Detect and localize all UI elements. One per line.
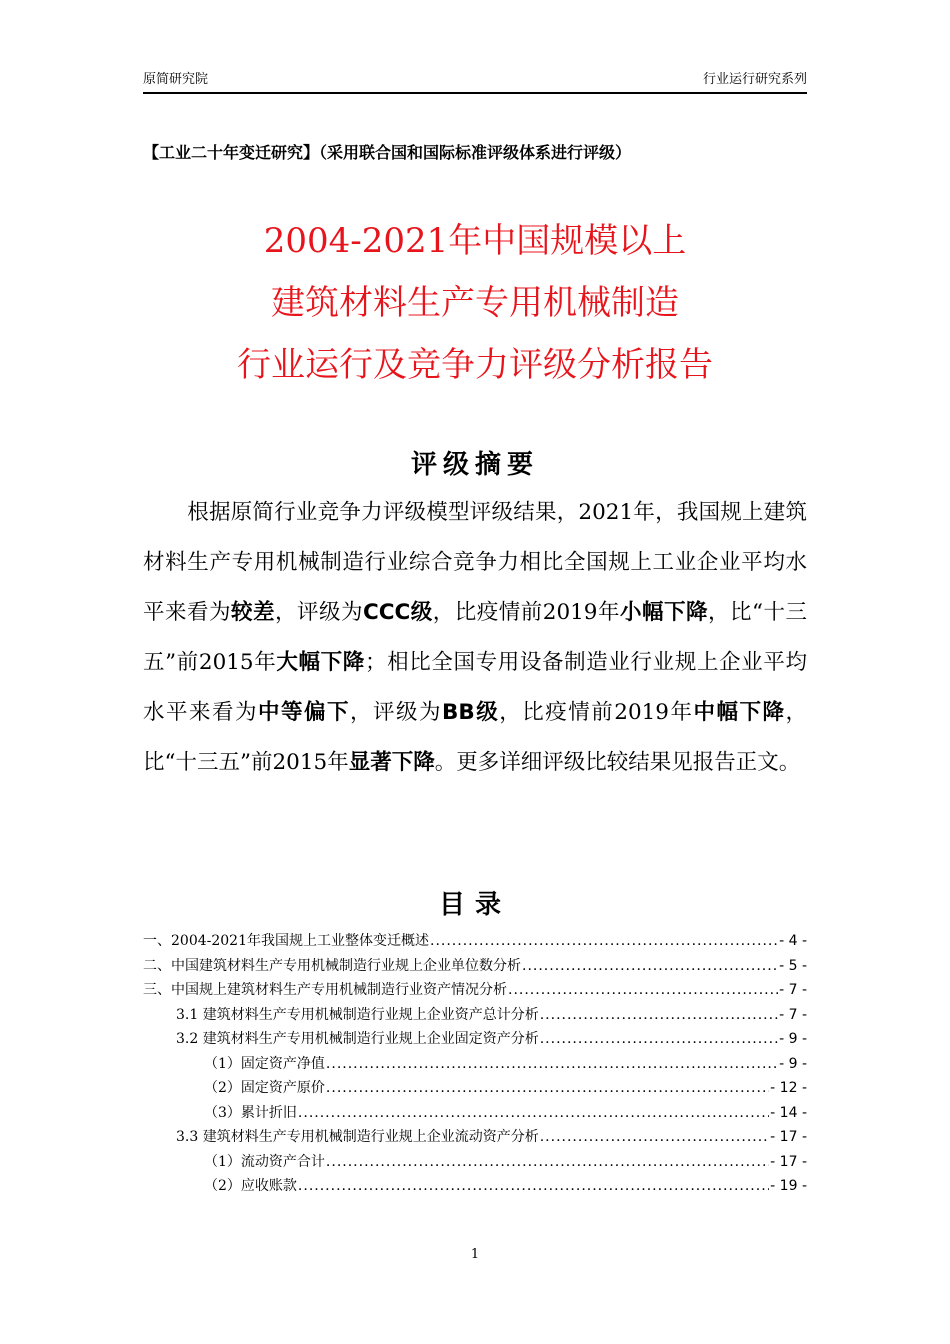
toc-entry-label[interactable]: （3）累计折旧 xyxy=(204,1104,297,1121)
toc-entry[interactable] xyxy=(143,1175,807,1200)
summary-text: ，评级为 xyxy=(274,600,363,625)
toc-page-number: - 9 - xyxy=(779,1031,807,1047)
page-header xyxy=(143,66,807,94)
toc-entry[interactable] xyxy=(143,1053,807,1078)
toc-leader-dots xyxy=(298,1178,769,1194)
toc-heading: 目录 xyxy=(438,890,511,920)
toc-page-number: - 9 - xyxy=(779,1055,807,1072)
toc-entry-label[interactable]: 3.1 建筑材料生产专用机械制造行业规上企业资产总计分析 xyxy=(176,1006,539,1023)
toc-page-number: - 5 - xyxy=(779,957,807,974)
summary-emphasis: BB级 xyxy=(442,700,500,725)
toc-entry-label[interactable]: （1）固定资产净值 xyxy=(204,1055,325,1072)
toc-leader-dots xyxy=(540,1007,778,1023)
toc-leader-dots xyxy=(522,958,778,974)
summary-paragraph xyxy=(143,488,807,788)
toc-leader-dots xyxy=(326,1080,769,1096)
summary-text: ，比“十三五”前2015年 xyxy=(143,700,807,775)
summary-text: ，比疫情前2019年 xyxy=(499,700,694,725)
summary-emphasis: 中等偏下 xyxy=(258,700,350,725)
toc-page-number: - 7 - xyxy=(779,1006,807,1023)
toc-entry[interactable] xyxy=(143,1004,807,1029)
toc-page-number: - 17 - xyxy=(770,1153,807,1170)
toc-entry[interactable] xyxy=(143,1028,807,1053)
summary-emphasis: 小幅下降 xyxy=(619,600,708,625)
toc-entry-label[interactable]: 3.3 建筑材料生产专用机械制造行业规上企业流动资产分析 xyxy=(176,1129,539,1145)
summary-text: ，评级为 xyxy=(350,700,442,725)
toc-entry-label[interactable]: （1）流动资产合计 xyxy=(204,1153,325,1170)
title-line-3: 行业运行及竞争力评级分析报告 xyxy=(237,345,713,385)
toc-entry[interactable] xyxy=(143,1151,807,1176)
toc-entry-label[interactable]: （2）固定资产原价 xyxy=(204,1080,325,1096)
summary-emphasis: 显著下降 xyxy=(348,750,435,775)
summary-text: ；相比全国专用设备制造业行业规上企业平均水平来看为 xyxy=(143,650,807,725)
summary-emphasis: CCC级 xyxy=(362,600,433,625)
toc-leader-dots xyxy=(298,1105,769,1121)
header-series-name: 行业运行研究系列 xyxy=(702,72,807,87)
summary-text: ，比“十三五”前2015年 xyxy=(143,600,807,675)
summary-emphasis: 较差 xyxy=(230,600,275,625)
toc-leader-dots xyxy=(326,1056,778,1072)
toc-entry[interactable] xyxy=(143,930,807,955)
title-line-2: 建筑材料生产专用机械制造 xyxy=(271,283,679,323)
report-title xyxy=(0,210,950,396)
toc-entry-label[interactable]: （2）应收账款 xyxy=(204,1178,297,1194)
toc-page-number: - 4 - xyxy=(779,933,807,949)
toc-entry[interactable] xyxy=(143,1077,807,1102)
toc-leader-dots xyxy=(508,982,778,998)
page-number: 1 xyxy=(470,1247,480,1262)
summary-emphasis: 大幅下降 xyxy=(276,650,365,675)
toc-entry-label[interactable]: 三、中国规上建筑材料生产专用机械制造行业资产情况分析 xyxy=(143,982,507,998)
summary-emphasis: 中幅下降 xyxy=(693,700,786,725)
toc-entry[interactable] xyxy=(143,1126,807,1151)
toc-entry-label[interactable]: 二、中国建筑材料生产专用机械制造行业规上企业单位数分析 xyxy=(143,957,521,974)
toc-entry-label[interactable]: 3.2 建筑材料生产专用机械制造行业规上企业固定资产分析 xyxy=(176,1031,539,1047)
toc-page-number: - 14 - xyxy=(770,1104,807,1121)
toc-leader-dots xyxy=(540,1031,778,1047)
toc-leader-dots xyxy=(540,1129,769,1145)
toc-page-number: - 19 - xyxy=(770,1178,807,1194)
table-of-contents xyxy=(143,930,807,1200)
toc-entry[interactable] xyxy=(143,979,807,1004)
toc-entry-label[interactable]: 一、2004-2021年我国规上工业整体变迁概述 xyxy=(143,933,429,949)
toc-leader-dots xyxy=(430,933,778,949)
toc-leader-dots xyxy=(326,1154,769,1170)
summary-heading: 评级摘要 xyxy=(410,450,539,480)
series-subtitle: 【工业二十年变迁研究】（采用联合国和国际标准评级体系进行评级） xyxy=(143,143,632,162)
header-org-name: 原简研究院 xyxy=(143,72,209,87)
toc-page-number: - 12 - xyxy=(770,1080,807,1096)
title-line-1: 2004-2021年中国规模以上 xyxy=(263,221,687,261)
toc-page-number: - 7 - xyxy=(779,982,807,998)
summary-text: 根据原简行业竞争力评级模型评级结果，2021年，我国规上建筑材料生产专用机械制造行业综合竞争力相比全国规上工业企业平均水平来看为 xyxy=(143,500,807,625)
summary-text: 。更多详细评级比较结果见报告正文。 xyxy=(434,750,801,775)
toc-entry[interactable] xyxy=(143,955,807,980)
toc-entry[interactable] xyxy=(143,1102,807,1127)
summary-text: ，比疫情前2019年 xyxy=(432,600,620,625)
toc-page-number: - 17 - xyxy=(770,1129,807,1145)
